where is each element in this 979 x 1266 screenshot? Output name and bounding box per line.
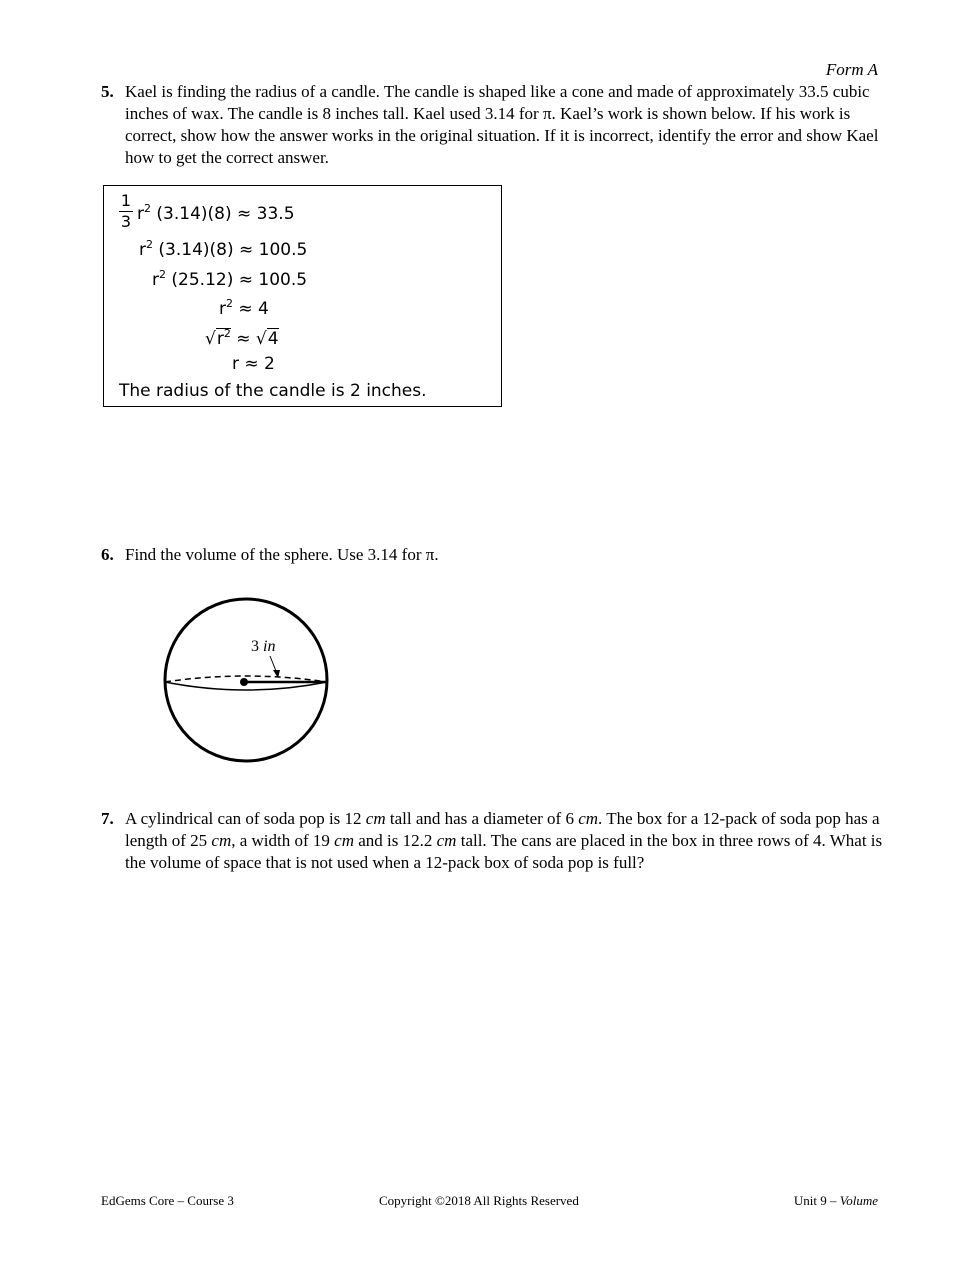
- exponent: 2: [146, 238, 153, 251]
- question-text: Find the volume of the sphere. Use 3.14 for π.: [125, 545, 439, 564]
- question-number: 7.: [101, 809, 114, 828]
- work-line-1-text: (3.14)(8) ≈ 33.5: [156, 204, 295, 224]
- form-label: Form A: [825, 60, 878, 79]
- work-line-2-text: (3.14)(8) ≈ 100.5: [158, 240, 308, 260]
- work-line-4: [219, 297, 269, 319]
- question-7: [101, 808, 891, 874]
- radius-label: [251, 638, 275, 656]
- footer-left: EdGems Core – Course 3: [101, 1193, 234, 1208]
- work-line-2: [139, 238, 307, 260]
- question-text: A cylindrical can of soda pop is 12 cm tall and has a diameter of 6 cm. The box for a 12-pack of soda pop has a length of 25 cm, a width of 19 cm and is 12.2 cm tall. The cans are placed in the box in three rows of 4. What is the volume of space that is not used when a 12-pack box of soda pop is full?: [125, 809, 883, 872]
- footer-right: Unit 9 – Volume: [793, 1193, 878, 1208]
- work-line-3: [152, 268, 307, 290]
- work-line-5: $√r^2 \approx √4$: [205, 327, 279, 349]
- work-line-4-text: ≈ 4: [238, 299, 269, 319]
- var-r: r: [139, 240, 146, 260]
- work-line-1: [137, 202, 295, 224]
- work-line-6: r ≈ 2: [232, 354, 275, 374]
- sphere-diagram: [160, 594, 334, 768]
- footer-center: Copyright ©2018 All Rights Reserved: [379, 1193, 579, 1208]
- exponent: 2: [226, 297, 233, 310]
- exponent: 2: [144, 202, 151, 215]
- var-r: r: [216, 329, 224, 349]
- question-number: 5.: [101, 82, 114, 101]
- one-third-fraction: [119, 192, 133, 231]
- var-r: r: [219, 299, 226, 319]
- fraction-denominator: 3: [120, 212, 132, 231]
- approx-sign: ≈: [236, 329, 251, 349]
- student-work-box: [103, 185, 502, 407]
- question-number: 6.: [101, 545, 114, 564]
- exponent: 2: [223, 327, 231, 340]
- question-6: [101, 544, 891, 566]
- work-line-3-text: (25.12) ≈ 100.5: [171, 270, 308, 290]
- var-r: r: [152, 270, 159, 290]
- var-r: r: [137, 204, 144, 224]
- question-text: Kael is finding the radius of a candle. The candle is shaped like a cone and made of approximately 33.5 cubic inches of wax. The candle is 8 inches tall. Kael used 3.14 for π. Kael’s work is shown below. If his work is correct, show how the answer works in the original situation. If it is incorrect, identify the error and show Kael how to get the correct answer.: [125, 82, 879, 167]
- radicand: 4: [267, 329, 279, 349]
- question-5: [101, 81, 891, 169]
- fraction-numerator: 1: [120, 191, 132, 210]
- radius-value: 3: [251, 638, 259, 655]
- radius-unit: in: [263, 638, 276, 655]
- exponent: 2: [159, 268, 166, 281]
- center-point: [240, 678, 248, 686]
- work-conclusion: The radius of the candle is 2 inches.: [119, 381, 427, 401]
